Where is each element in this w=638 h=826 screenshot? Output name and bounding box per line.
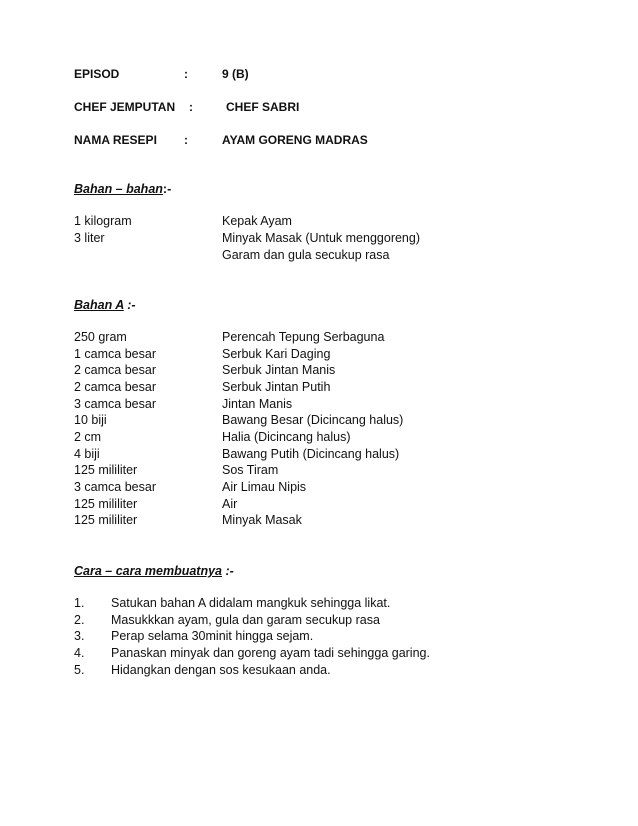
ingredient-qty: 4 biji (74, 447, 100, 461)
list-item (0, 512, 638, 529)
bahan-heading-text: Bahan – bahan (74, 182, 163, 196)
list-item (0, 247, 638, 264)
ingredient-name: Bawang Putih (Dicincang halus) (222, 447, 400, 461)
ingredient-name: Minyak Masak (Untuk menggoreng) (222, 231, 420, 245)
chef-separator: : (189, 100, 193, 114)
list-item (0, 230, 638, 247)
step-text: Masukkkan ayam, gula dan garam secukup rasa (111, 613, 380, 627)
list-item (0, 595, 638, 612)
ingredient-name: Air (222, 497, 238, 511)
list-item (0, 412, 638, 429)
episod-label: EPISOD (74, 67, 120, 81)
ingredient-qty: 10 biji (74, 413, 107, 427)
list-item (0, 462, 638, 479)
ingredient-qty: 250 gram (74, 330, 127, 344)
bahan-a-heading-suffix: :- (127, 298, 136, 312)
ingredient-qty: 2 camca besar (74, 380, 156, 394)
list-item (0, 346, 638, 363)
list-item (0, 446, 638, 463)
episod-value: 9 (B) (222, 67, 249, 81)
list-item (0, 645, 638, 662)
ingredient-name: Serbuk Kari Daging (222, 347, 331, 361)
ingredient-qty: 2 cm (74, 430, 102, 444)
ingredient-qty: 125 mililiter (74, 463, 138, 477)
cara-heading-text: Cara – cara membuatnya (74, 564, 222, 578)
ingredient-name: Air Limau Nipis (222, 480, 307, 494)
step-text: Hidangkan dengan sos kesukaan anda. (111, 663, 331, 677)
cara-heading (74, 562, 234, 580)
ingredient-qty: 125 mililiter (74, 513, 138, 527)
ingredient-name: Jintan Manis (222, 397, 293, 411)
step-number: 1. (74, 596, 85, 610)
list-item (0, 628, 638, 645)
ingredient-name: Perencah Tepung Serbaguna (222, 330, 385, 344)
cara-heading-suffix: :- (225, 564, 234, 578)
resepi-label: NAMA RESEPI (74, 133, 157, 147)
step-number: 5. (74, 663, 85, 677)
bahan-a-heading (74, 296, 136, 314)
bahan-heading-suffix: :- (162, 182, 172, 196)
chef-label: CHEF JEMPUTAN (74, 100, 176, 114)
ingredient-name: Garam dan gula secukup rasa (222, 248, 390, 262)
list-item (0, 429, 638, 446)
ingredient-name: Sos Tiram (222, 463, 279, 477)
ingredient-qty: 3 camca besar (74, 397, 156, 411)
ingredient-name: Kepak Ayam (222, 214, 292, 228)
ingredient-qty: 1 camca besar (74, 347, 156, 361)
chef-value: CHEF SABRI (226, 100, 300, 114)
list-item (0, 329, 638, 346)
list-item (0, 612, 638, 629)
step-number: 3. (74, 629, 85, 643)
step-text: Panaskan minyak dan goreng ayam tadi sehingga garing. (111, 646, 430, 660)
step-text: Perap selama 30minit hingga sejam. (111, 629, 314, 643)
list-item (0, 662, 638, 679)
ingredient-name: Serbuk Jintan Manis (222, 363, 336, 377)
list-item (0, 213, 638, 230)
bahan-heading (74, 180, 171, 198)
ingredient-name: Serbuk Jintan Putih (222, 380, 331, 394)
list-item (0, 362, 638, 379)
ingredient-qty: 2 camca besar (74, 363, 156, 377)
resepi-separator: : (184, 133, 188, 147)
step-number: 2. (74, 613, 85, 627)
list-item (0, 479, 638, 496)
resepi-value: AYAM GORENG MADRAS (222, 133, 368, 147)
list-item (0, 396, 638, 413)
ingredient-name: Halia (Dicincang halus) (222, 430, 351, 444)
bahan-a-heading-text: Bahan A (74, 298, 124, 312)
list-item (0, 496, 638, 513)
ingredient-qty: 3 liter (74, 231, 105, 245)
ingredient-name: Minyak Masak (222, 513, 302, 527)
ingredient-qty: 3 camca besar (74, 480, 156, 494)
step-text: Satukan bahan A didalam mangkuk sehingga likat. (111, 596, 391, 610)
list-item (0, 379, 638, 396)
ingredient-name: Bawang Besar (Dicincang halus) (222, 413, 404, 427)
episod-separator: : (184, 67, 188, 81)
ingredient-qty: 1 kilogram (74, 214, 132, 228)
ingredient-qty: 125 mililiter (74, 497, 138, 511)
step-number: 4. (74, 646, 85, 660)
